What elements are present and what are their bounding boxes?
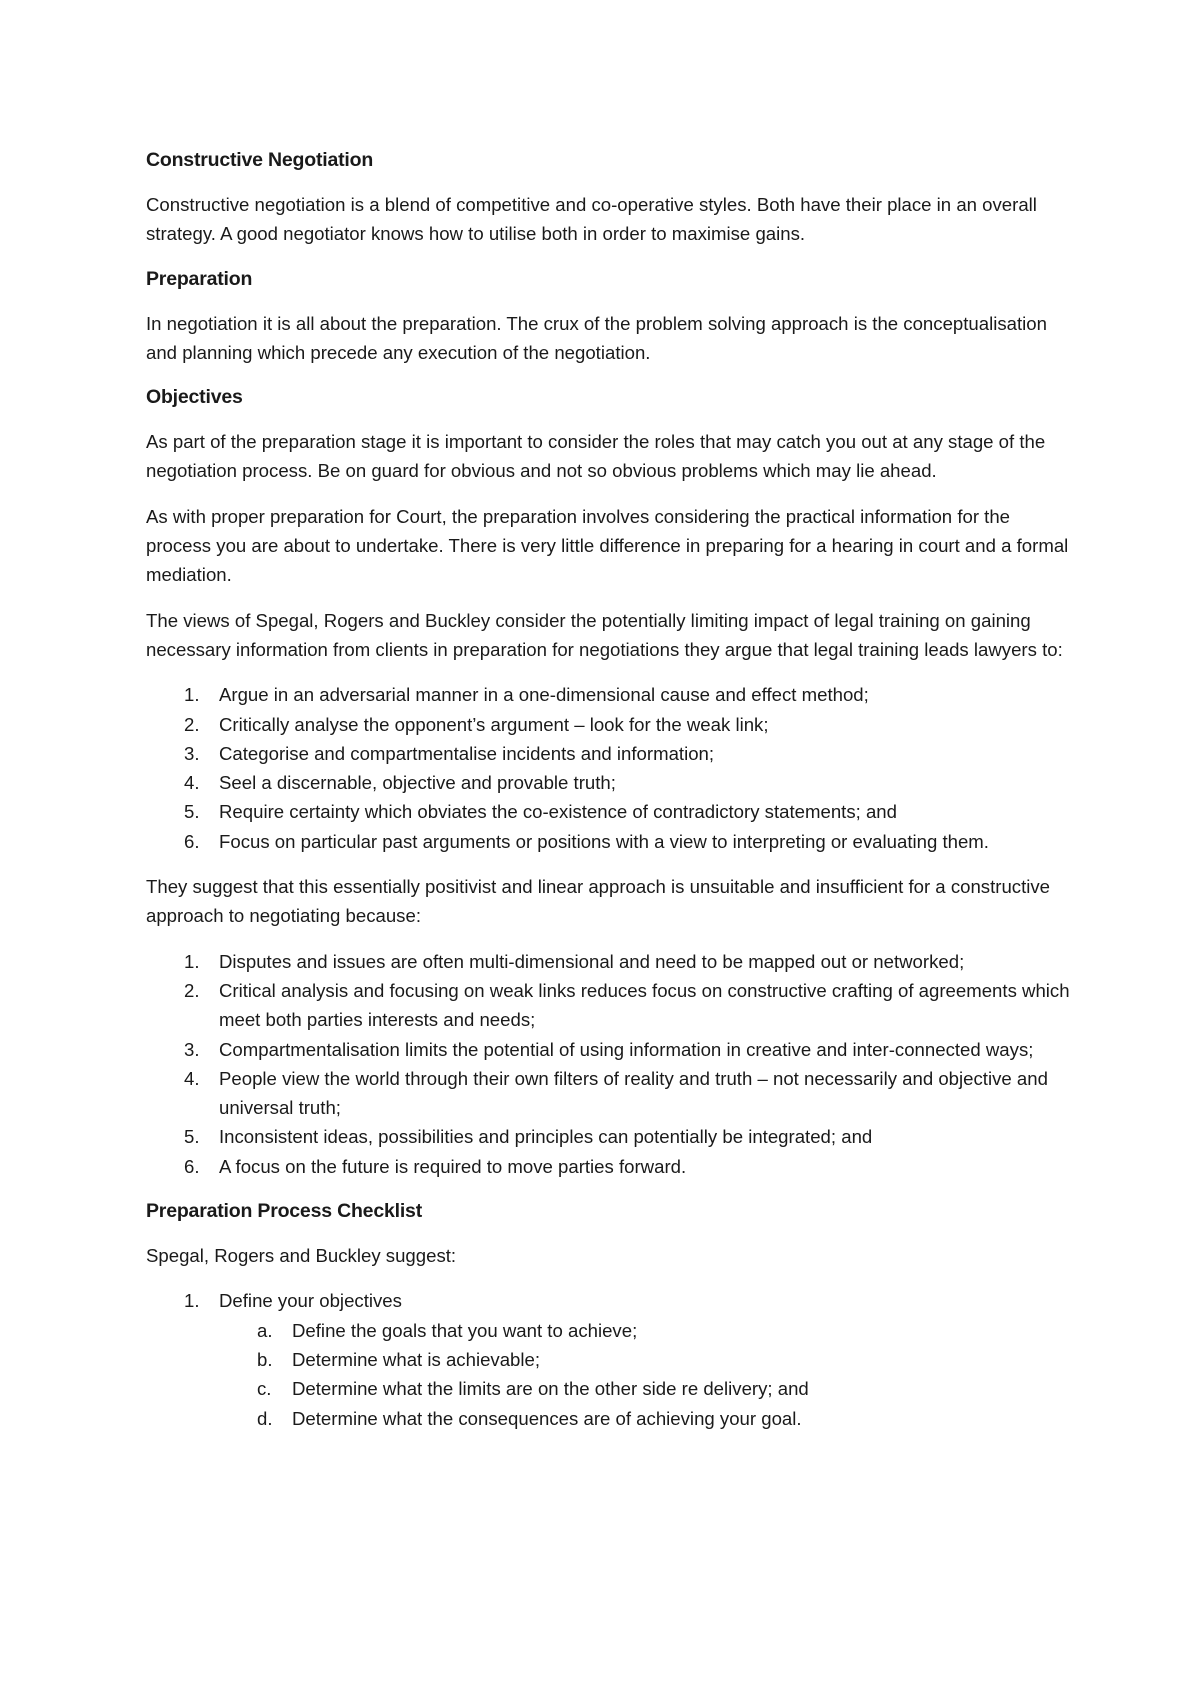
list-item-text: Inconsistent ideas, possibilities and principles can potentially be integrated; and — [219, 1126, 873, 1148]
list-item-text: Require certainty which obviates the co-existence of contradictory statements; and — [219, 801, 897, 823]
list-item — [146, 976, 1076, 1035]
list-item-text: Critically analyse the opponent’s argument – look for the weak link; — [219, 713, 769, 735]
list-item-text: Categorise and compartmentalise incidents and information; — [219, 742, 715, 764]
list-number: 2. — [184, 979, 200, 1001]
paragraph-preparation: In negotiation it is all about the preparation. The crux of the problem solving approach is the conceptualisation and planning which precede any execution of the negotiation. — [146, 312, 1047, 363]
list-item-text: Disputes and issues are often multi-dimensional and need to be mapped out or networked; — [219, 950, 965, 972]
paragraph-intro: Constructive negotiation is a blend of competitive and co-operative styles. Both have their place in an overall strategy. A good negotiator knows how to utilise both in order to maximise gains. — [146, 194, 1037, 245]
list-item — [146, 739, 1076, 768]
list-number: 1. — [184, 684, 200, 706]
sublist-letter: b. — [257, 1348, 273, 1370]
list-number: 3. — [184, 1038, 200, 1060]
sublist-letter: d. — [257, 1407, 273, 1429]
list-item-text: Define your objectives — [219, 1290, 402, 1312]
list-number: 4. — [184, 772, 200, 794]
list-number: 5. — [184, 801, 200, 823]
list-item — [146, 947, 1076, 976]
sublist-item — [219, 1404, 1076, 1433]
sublist-item — [219, 1345, 1076, 1374]
list-item-text: Seel a discernable, objective and provable truth; — [219, 772, 616, 794]
list-item — [146, 680, 1076, 709]
list-number: 6. — [184, 1155, 200, 1177]
sublist-letter: c. — [257, 1378, 272, 1400]
document-page — [146, 146, 1076, 1449]
list-number: 1. — [184, 1290, 200, 1312]
paragraph-objectives-3: The views of Spegal, Rogers and Buckley consider the potentially limiting impact of legal training on gaining necessary information from clients in preparation for negotiations they argue that legal training leads lawyers to: — [146, 609, 1063, 660]
list-item — [146, 1122, 1076, 1151]
list-number: 3. — [184, 742, 200, 764]
paragraph-checklist-intro: Spegal, Rogers and Buckley suggest: — [146, 1245, 457, 1267]
paragraph-suggestion: They suggest that this essentially positivist and linear approach is unsuitable and insufficient for a constructive approach to negotiating because: — [146, 876, 1051, 927]
paragraph-objectives-1: As part of the preparation stage it is important to consider the roles that may catch you out at any stage of the negotiation process. Be on guard for obvious and not so obvious problems which may lie ahead. — [146, 431, 1046, 482]
sublist-item — [219, 1316, 1076, 1345]
heading-objectives: Objectives — [146, 386, 243, 409]
sublist-item-text: Define the goals that you want to achieve; — [292, 1319, 638, 1341]
sublist-item-text: Determine what the consequences are of achieving your goal. — [292, 1407, 802, 1429]
list-number: 1. — [184, 950, 200, 972]
list-item — [146, 1286, 1076, 1432]
list-item — [146, 1152, 1076, 1181]
list-item — [146, 1035, 1076, 1064]
list-constructive-reasons — [146, 947, 1076, 1181]
list-number: 6. — [184, 830, 200, 852]
list-item-text: Compartmentalisation limits the potential of using information in creative and inter-connected ways; — [219, 1038, 1034, 1060]
heading-constructive-negotiation: Constructive Negotiation — [146, 149, 374, 171]
sublist-letter: a. — [257, 1319, 273, 1341]
list-item — [146, 827, 1076, 856]
list-item — [146, 710, 1076, 739]
sublist-item-text: Determine what the limits are on the other side re delivery; and — [292, 1378, 809, 1400]
heading-preparation-process-checklist: Preparation Process Checklist — [146, 1200, 422, 1223]
list-number: 5. — [184, 1126, 200, 1148]
sublist-item — [219, 1374, 1076, 1403]
sublist-objectives — [219, 1316, 1076, 1433]
list-item-text: Focus on particular past arguments or positions with a view to interpreting or evaluating them. — [219, 830, 989, 852]
list-number: 2. — [184, 713, 200, 735]
list-item-text: A focus on the future is required to move parties forward. — [219, 1155, 687, 1177]
heading-preparation: Preparation — [146, 267, 253, 290]
list-item-text: Argue in an adversarial manner in a one-dimensional cause and effect method; — [219, 684, 869, 706]
list-item-text: People view the world through their own filters of reality and truth – not necessarily and objective and universal truth; — [219, 1067, 1048, 1119]
paragraph-objectives-2: As with proper preparation for Court, the preparation involves considering the practical information for the process you are about to undertake. There is very little difference in preparing for a hearing in court and a formal mediation. — [146, 505, 1069, 586]
list-item — [146, 797, 1076, 826]
sublist-item-text: Determine what is achievable; — [292, 1348, 541, 1370]
list-number: 4. — [184, 1067, 200, 1089]
list-item-text: Critical analysis and focusing on weak links reduces focus on constructive crafting of agreements which meet both parties interests and needs; — [219, 979, 1070, 1031]
list-legal-training-effects — [146, 680, 1076, 856]
list-checklist — [146, 1286, 1076, 1432]
list-item — [146, 1064, 1076, 1123]
list-item — [146, 768, 1076, 797]
